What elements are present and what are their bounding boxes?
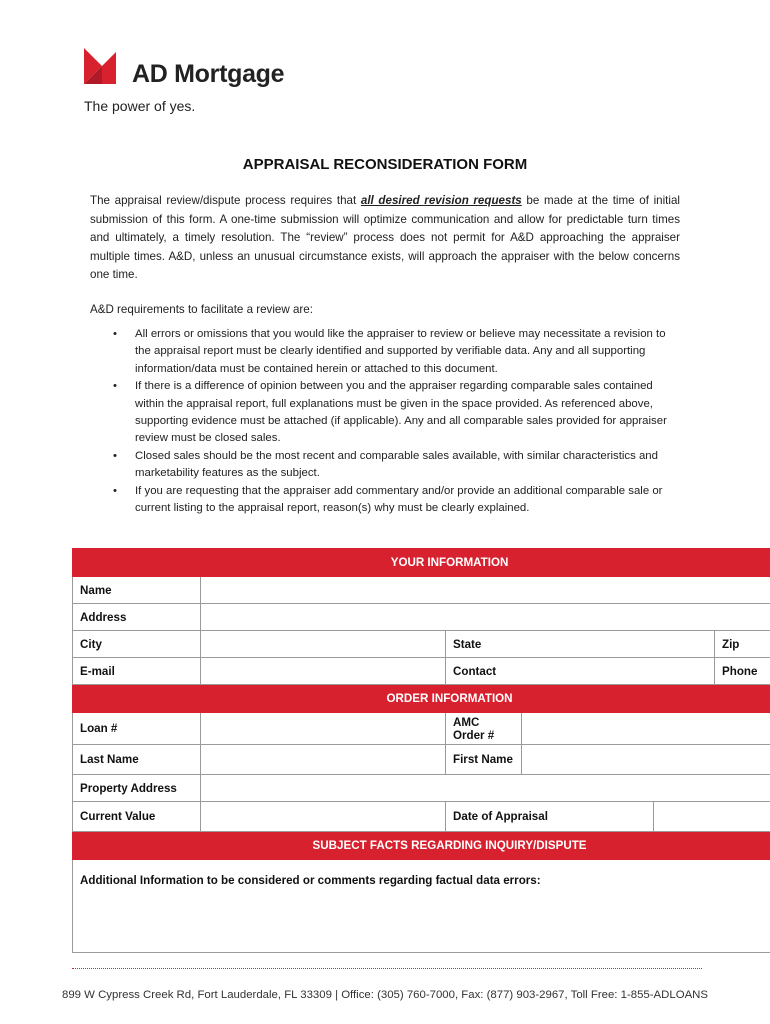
footer-divider [72, 968, 702, 969]
last-name-field[interactable] [201, 745, 446, 775]
additional-info-field[interactable] [73, 860, 770, 953]
section-heading: SUBJECT FACTS REGARDING INQUIRY/DISPUTE [73, 832, 770, 860]
city-label: City [73, 631, 201, 658]
additional-info-label: Additional Information to be considered or comments regarding factual data errors: [80, 874, 541, 887]
date-of-appraisal-label: Date of Appraisal [446, 802, 654, 832]
form-row-address [73, 604, 770, 631]
bullet-icon: • [113, 484, 117, 497]
email-label: E-mail [73, 658, 201, 685]
form-row-email-contact-phone [73, 658, 770, 685]
requirement-text: If there is a difference of opinion between you and the appraiser regarding comparable sales contained within the appraisal report, full explanations must be given in the space provided. As referenced above, supporting evidence must be attached (if applicable). Any and all comparable sales provided for appraiser review must be closed sales. [135, 380, 667, 445]
form-row-city-state-zip [73, 631, 770, 658]
brand-name: AD Mortgage [132, 60, 285, 88]
property-address-label: Property Address [73, 775, 201, 802]
address-field[interactable] [201, 604, 770, 631]
loan-field[interactable] [201, 713, 446, 745]
form-row-name [73, 577, 770, 604]
requirement-item [90, 483, 680, 518]
footer-contact: 899 W Cypress Creek Rd, Fort Lauderdale, FL 33309 | Office: (305) 760-7000, Fax: (877) 903-2967, Toll Free: 1-855-ADLOANS [61, 989, 708, 1001]
property-address-field[interactable] [201, 775, 770, 802]
amc-order-field[interactable] [522, 713, 770, 745]
zip-label: Zip [722, 637, 740, 651]
requirement-text: If you are requesting that the appraiser add commentary and/or provide an additional comparable sale or current listing to the appraisal report, reason(s) why must be clearly explained. [135, 484, 663, 515]
intro-paragraph [90, 192, 680, 285]
name-label: Name [73, 577, 201, 604]
address-label: Address [73, 604, 201, 631]
form-row-names [73, 745, 770, 775]
state-label-cell [446, 631, 654, 658]
state-label: State [453, 637, 482, 651]
form-title: APPRAISAL RECONSIDERATION FORM [242, 156, 528, 173]
requirements-heading: A&D requirements to facilitate a review are: [90, 303, 313, 316]
current-value-label: Current Value [73, 802, 201, 832]
amc-order-label: AMC Order # [446, 713, 522, 745]
section-heading: YOUR INFORMATION [73, 549, 770, 577]
contact-label: Contact [453, 664, 497, 678]
last-name-label: Last Name [73, 745, 201, 775]
form-row-property-address [73, 775, 770, 802]
form-row-value-date [73, 802, 770, 832]
loan-label: Loan # [73, 713, 201, 745]
brand-tagline: The power of yes. [84, 98, 196, 114]
zip-field[interactable] [715, 631, 770, 658]
section-subject-facts [73, 832, 770, 860]
state-field[interactable] [654, 631, 715, 658]
form-row-additional-info [73, 860, 770, 953]
section-order-information [73, 685, 770, 713]
section-your-information [73, 549, 770, 577]
intro-text-end: be made at the time of initial submission of this form. A one-time submission will optimize communication and allow for predictable turn times and ultimately, a timely resolution. The “review” process does not permit for A&D approaching the appraiser multiple times. A&D, unless an unusual circumstance exists, will approach the appraiser with the below concerns one time. [90, 194, 681, 281]
email-field[interactable] [201, 658, 446, 685]
date-of-appraisal-field[interactable] [654, 802, 770, 832]
bullet-icon: • [113, 328, 117, 340]
name-field[interactable] [201, 577, 770, 604]
phone-field[interactable] [715, 658, 770, 685]
appraisal-form-table [72, 548, 770, 953]
ad-mortgage-logo-icon [84, 48, 120, 84]
current-value-field[interactable] [201, 802, 446, 832]
bullet-icon: • [113, 449, 117, 462]
requirements-list [90, 326, 680, 517]
city-field[interactable] [201, 631, 446, 658]
intro-text-start: The appraisal review/dispute process requires that [90, 194, 361, 207]
contact-label-cell [446, 658, 715, 685]
first-name-field[interactable] [522, 745, 770, 775]
bullet-icon: • [113, 380, 117, 393]
requirement-item [90, 448, 680, 483]
first-name-label: First Name [446, 745, 522, 775]
requirement-text: Closed sales should be the most recent and comparable sales available, with similar characteristics and marketability features as the subject. [135, 449, 658, 480]
form-row-loan [73, 713, 770, 745]
requirement-item [90, 378, 680, 448]
requirement-text: All errors or omissions that you would like the appraiser to review or believe may necessitate a revision to the appraisal report must be clearly identified and supported by verifiable data. Any and all supporting information/data must be contained herein or attached to this document. [135, 328, 666, 375]
section-heading: ORDER INFORMATION [73, 685, 770, 713]
intro-emphasis: all desired revision requests [360, 194, 522, 207]
requirement-item [90, 326, 680, 378]
phone-label: Phone [722, 664, 758, 678]
